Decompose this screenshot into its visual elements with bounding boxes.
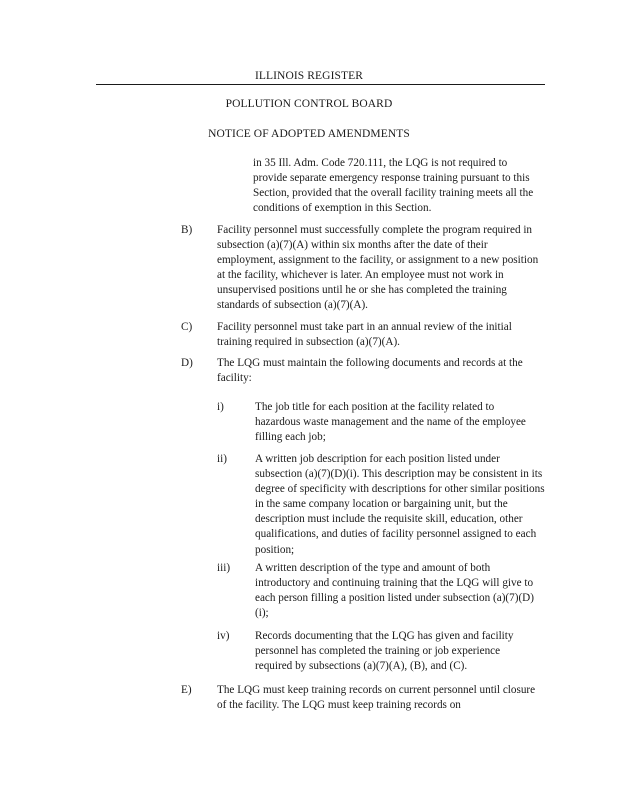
- item-e-label: E): [181, 684, 192, 696]
- item-b-text: Facility personnel must successfully complete the program required in subsection (a)(7)(A) within six months after the date of their employment, assignment to the facility, or assignment to a new position at the facility, whichever is later. An employee must not work in unsupervised positions until he or she has completed the training standards of subsection (a)(7)(A).: [217, 224, 539, 312]
- subitem-iii-label: iii): [217, 562, 231, 574]
- subitem-iv-text: Records documenting that the LQG has given and facility personnel has completed the training or job experience required by subsections (a)(7)(A), (B), and (C).: [255, 630, 514, 673]
- subitem-iii-text: A written description of the type and amount of both introductory and continuing training that the LQG will give to each person filling a position listed under subsection (a)(7)(D)(i);: [255, 562, 534, 620]
- subitem-ii-text: A written job description for each position listed under subsection (a)(7)(D)(i). This description may be consistent in its degree of specificity with descriptions for other similar positions in the same company location or bargaining unit, but the description must include the requisite skill, education, other qualifications, and duties of facility personnel assigned to each position;: [255, 453, 545, 556]
- subitem-iv-label: iv): [217, 630, 230, 642]
- item-c-label: C): [181, 321, 193, 333]
- item-c-text: Facility personnel must take part in an annual review of the initial training required in subsection (a)(7)(A).: [217, 321, 512, 349]
- subitem-i-label: i): [217, 401, 224, 413]
- item-d-text: The LQG must maintain the following documents and records at the facility:: [217, 357, 523, 385]
- subitem-ii-label: ii): [217, 453, 227, 465]
- item-d-label: D): [181, 357, 193, 369]
- board-title: POLLUTION CONTROL BOARD: [225, 98, 393, 110]
- register-title: ILLINOIS REGISTER: [254, 70, 364, 82]
- item-e-text: The LQG must keep training records on current personnel until closure of the facility. The LQG must keep training records on: [217, 684, 536, 712]
- header-rule: [96, 84, 545, 85]
- subitem-i-text: The job title for each position at the facility related to hazardous waste management and the name of the employee filling each job;: [255, 401, 526, 444]
- notice-title: NOTICE OF ADOPTED AMENDMENTS: [208, 128, 410, 140]
- continuation-paragraph: in 35 Ill. Adm. Code 720.111, the LQG is not required to provide separate emergency response training pursuant to this Section, provided that the overall facility training meets all the conditions of exemption in this Section.: [253, 157, 534, 215]
- item-b-label: B): [181, 224, 193, 236]
